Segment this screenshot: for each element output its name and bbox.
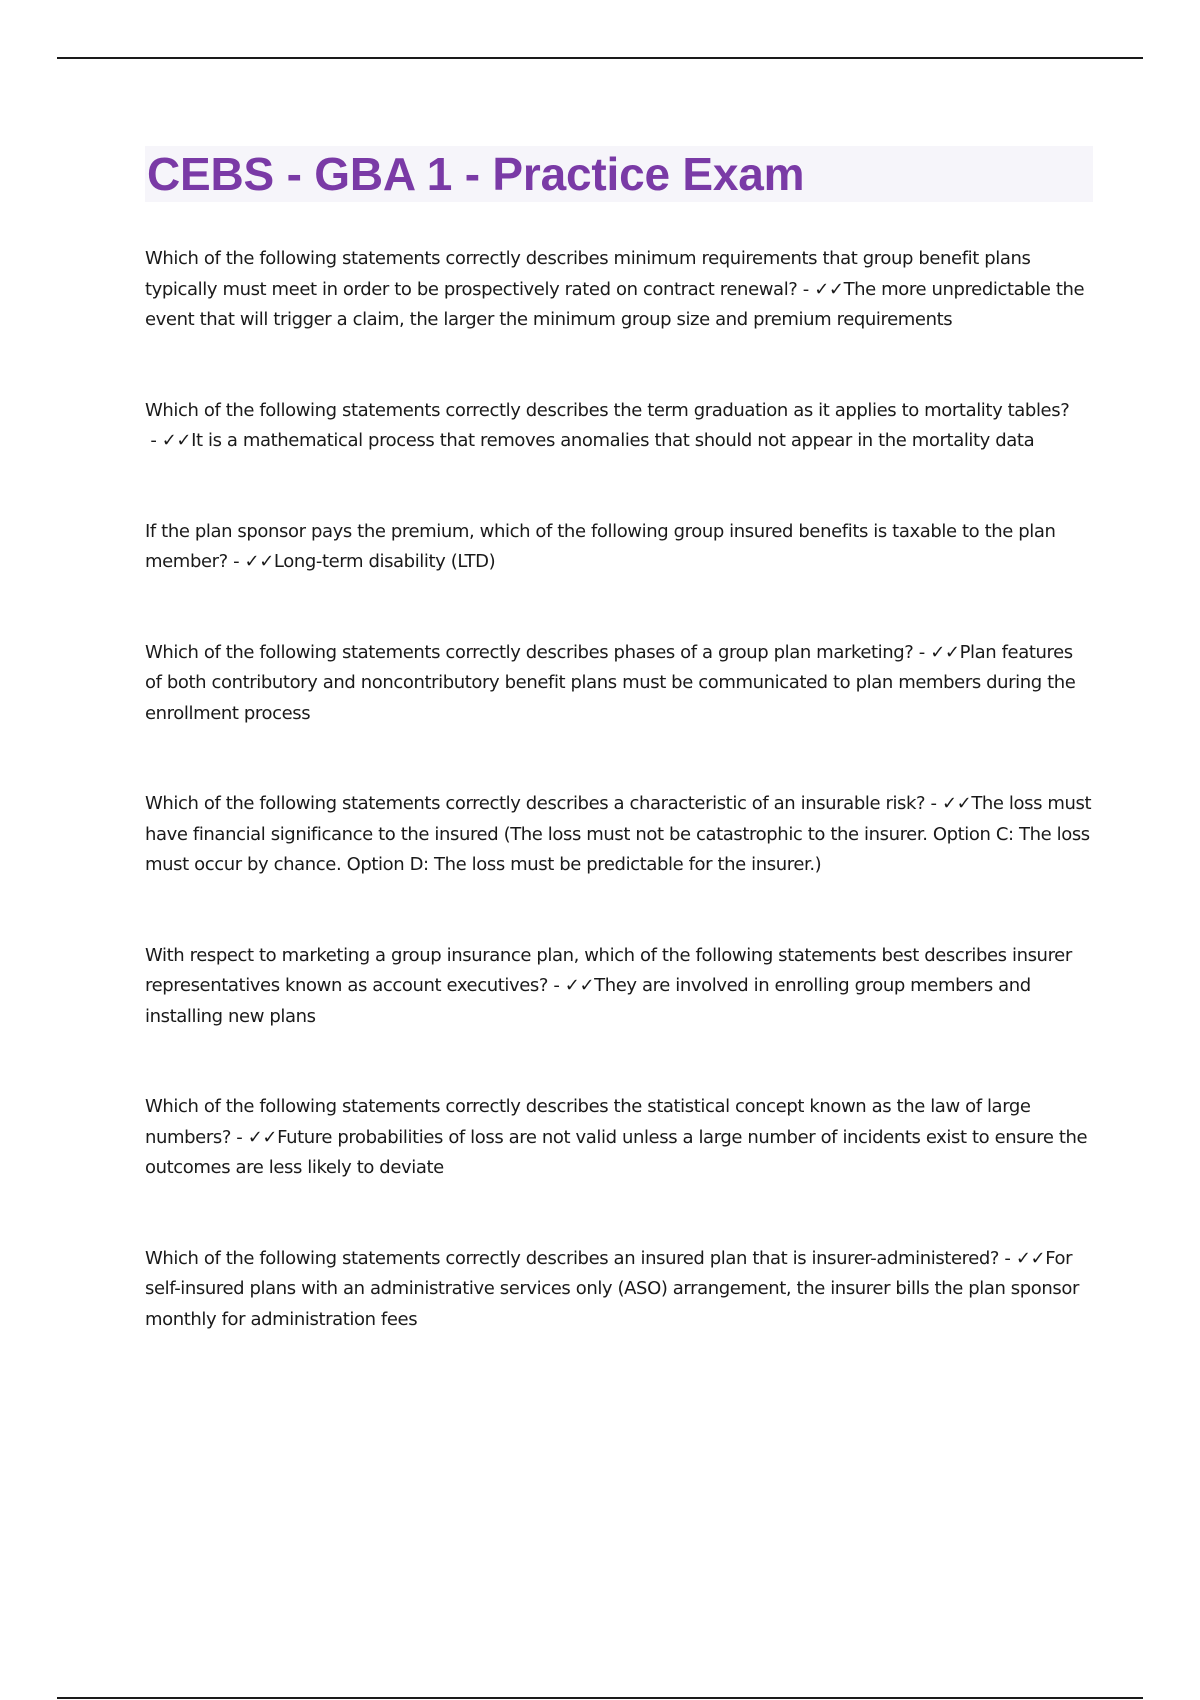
answer-text: The more unpredictable the event that will trigger a claim, the larger the minimum group size and premium requirements [145, 278, 1085, 330]
question-text: Which of the following statements correctly describes a characteristic of an insurable risk? [145, 793, 926, 814]
title-band [145, 146, 1093, 202]
separator: - [145, 430, 162, 451]
qa-item [145, 517, 1093, 578]
check-mark-icon: ✓✓ [247, 1126, 278, 1148]
separator: - [925, 793, 942, 814]
question-text: Which of the following statements correctly describes the statistical concept known as the law of large numbers? [145, 1096, 1031, 1148]
bottom-rule [57, 1697, 1143, 1699]
separator: - [548, 975, 565, 996]
separator: - [913, 641, 931, 663]
qa-item [145, 789, 1093, 881]
document-body [145, 146, 1093, 1395]
check-mark-icon: ✓✓ [814, 278, 844, 300]
question-text: Which of the following statements correctly describes an insured plan that is insurer-administered? [145, 1247, 1000, 1269]
answer-text: The loss must have financial significance to the insured (The loss must not be catastrophic to the insurer. Option C: The loss must occur by chance. Option D: The loss must be predictable for the insurer.) [145, 793, 1092, 875]
top-rule [57, 57, 1143, 59]
separator: - [999, 1247, 1016, 1269]
qa-item [145, 1092, 1093, 1184]
answer-text: Plan features of both contributory and noncontributory benefit plans must be communicated to plan members during the enrollment process [145, 641, 1076, 724]
question-text: Which of the following statements correctly describes minimum requirements that group benefit plans typically must meet in order to be prospectively rated on contract renewal? [145, 248, 1031, 300]
check-mark-icon: ✓✓ [244, 551, 274, 572]
answer-text: Long-term disability (LTD) [273, 551, 496, 572]
question-text: Which of the following statements correctly describes phases of a group plan marketing? [145, 641, 914, 663]
separator: - [797, 278, 815, 300]
qa-item [145, 638, 1093, 730]
qa-item [145, 1244, 1093, 1336]
qa-list [145, 244, 1093, 1335]
answer-text: For self-insured plans with an administrative services only (ASO) arrangement, the insurer bills the plan sponsor monthly for administration fees [145, 1247, 1079, 1330]
answer-text: They are involved in enrolling group members and installing new plans [145, 975, 1031, 1027]
question-text: If the plan sponsor pays the premium, which of the following group insured benefits is taxable to the plan member? [145, 520, 1056, 572]
qa-item [145, 244, 1093, 336]
separator: - [230, 1126, 248, 1148]
check-mark-icon: ✓✓ [930, 641, 960, 663]
qa-item [145, 396, 1093, 457]
answer-text: Future probabilities of loss are not valid unless a large number of incidents exist to ensure the outcomes are less likely to deviate [145, 1126, 1088, 1178]
question-text: With respect to marketing a group insurance plan, which of the following statements best describes insurer representatives known as account executives? [145, 944, 1072, 996]
check-mark-icon: ✓✓ [161, 430, 192, 451]
answer-text: It is a mathematical process that removes anomalies that should not appear in the mortality data [191, 430, 1035, 451]
page-title: CEBS - GBA 1 - Practice Exam [147, 148, 805, 200]
question-text: Which of the following statements correctly describes the term graduation as it applies to mortality tables? [145, 399, 1070, 421]
separator: - [227, 551, 245, 572]
check-mark-icon: ✓✓ [564, 975, 595, 996]
check-mark-icon: ✓✓ [941, 793, 972, 814]
qa-item [145, 941, 1093, 1033]
check-mark-icon: ✓✓ [1015, 1247, 1046, 1269]
